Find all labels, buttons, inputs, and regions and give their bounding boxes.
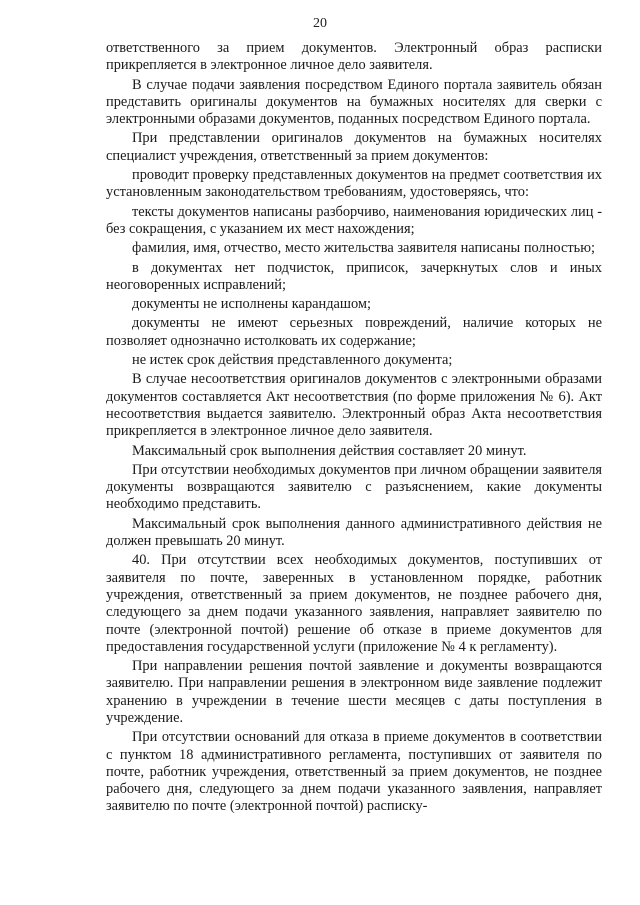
page-number: 20 xyxy=(313,16,327,31)
paragraph-max-time-2: Максимальный срок выполнения данного административного действия не должен превышать 20 минут. xyxy=(106,515,602,550)
paragraph-no-grounds: При отсутствии оснований для отказа в приеме документов в соответствии с пунктом 18 административного регламента, поступивших от заявителя по почте, работник учреждения, ответственный за прием документов, не позднее рабочего дня, следующего за днем подачи указанного заявления, направляет заявителю по почте (электронной почтой) расписку- xyxy=(106,729,602,815)
document-body xyxy=(106,40,602,818)
paragraph-no-damage: документы не имеют серьезных повреждений, наличие которых не позволяет однозначно истолковать их содержание; xyxy=(106,315,602,349)
paragraph-missing-docs: При отсутствии необходимых документов при личном обращении заявителя документы возвращаются заявителю с разъяснением, какие документы необходимо представить. xyxy=(106,461,602,513)
paragraph-continuation: ответственного за прием документов. Электронный образ расписки прикрепляется в электронное личное дело заявителя. xyxy=(106,40,602,74)
paragraph-legible-texts: тексты документов написаны разборчиво, наименования юридических лиц - без сокращения, с указанием их мест нахождения; xyxy=(106,203,602,237)
paragraph-item-40: 40. При отсутствии всех необходимых документов, поступивших от заявителя по почте, заверенных в установленном порядке, работник учреждения, ответственный за прием документов, не позднее рабочего дня, следующего за днем подачи указанного заявления, направляет заявителю по почте (электронной почтой) решение об отказе в приеме документов для предоставления государственной услуги (приложение № 4 к регламенту). xyxy=(106,552,602,655)
paragraph-full-name: фамилия, имя, отчество, место жительства заявителя написаны полностью; xyxy=(132,240,595,257)
paragraph-specialist-intro: При представлении оригиналов документов на бумажных носителях специалист учреждения, ответственный за прием документов: xyxy=(106,130,602,164)
paragraph-verification: проводит проверку представленных документов на предмет соответствия их установленным законодательством требованиям, удостоверяясь, что: xyxy=(106,167,602,201)
paragraph-mismatch-act: В случае несоответствия оригиналов документов с электронными образами документов составляется Акт несоответствия (по форме приложения № 6). Акт несоответствия выдается заявителю. Электронный образ Акта несоответствия прикрепляется в электронное личное дело заявителя. xyxy=(106,371,602,440)
paragraph-no-erasures: в документах нет подчисток, приписок, зачеркнутых слов и иных неоговоренных исправлений; xyxy=(106,259,602,293)
paragraph-max-time-1: Максимальный срок выполнения действия составляет 20 минут. xyxy=(132,442,527,459)
paragraph-portal-originals: В случае подачи заявления посредством Единого портала заявитель обязан представить оригиналы документов на бумажных носителях для сверки с электронными образами документов, поданных посредством Единого портала. xyxy=(106,76,602,128)
paragraph-no-pencil: документы не исполнены карандашом; xyxy=(132,296,372,313)
paragraph-mail-return: При направлении решения почтой заявление и документы возвращаются заявителю. При направлении решения в электронном виде заявление подлежит хранению в учреждении в течение шести месяцев с даты поступления в учреждение. xyxy=(106,658,602,726)
paragraph-validity: не истек срок действия представленного документа; xyxy=(132,352,453,369)
